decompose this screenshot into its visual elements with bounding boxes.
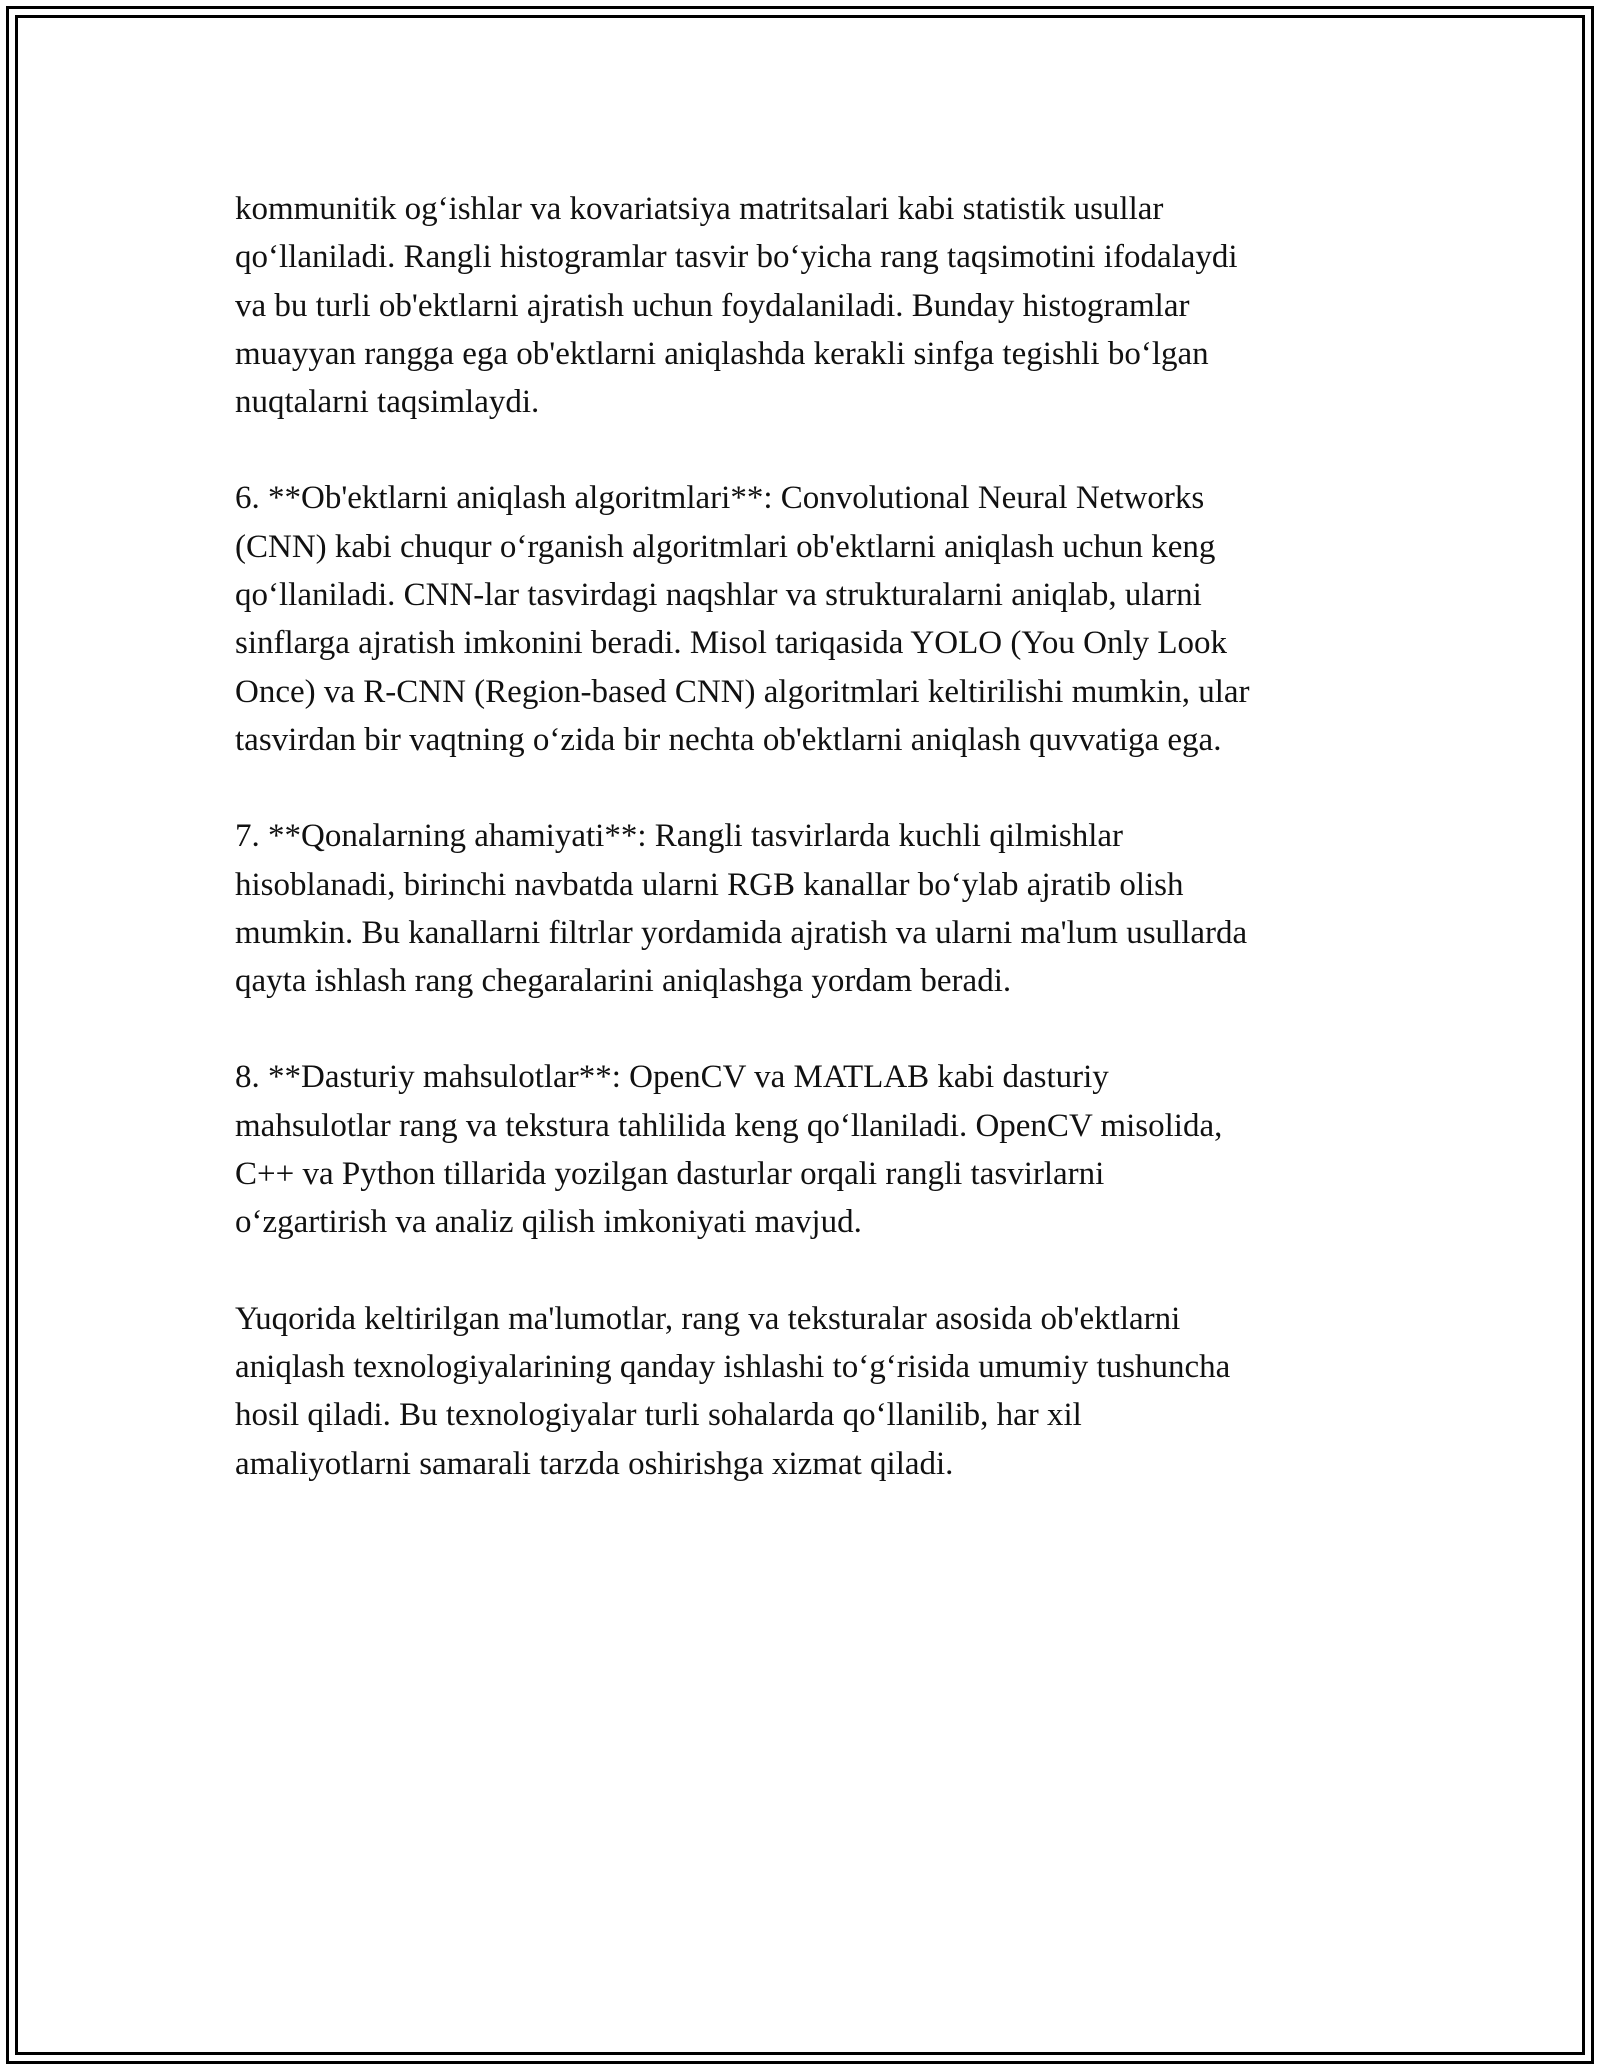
text-line: amaliyotlarni samarali tarzda oshirishga xizmat qiladi. [235, 1445, 954, 1482]
text-line: va bu turli ob'ektlarni ajratish uchun foydalaniladi. Bunday histogramlar [235, 287, 1190, 324]
text-line: mumkin. Bu kanallarni filtrlar yordamida ajratish va ularni ma'lum usullarda [235, 914, 1248, 951]
text-line: kommunitik og‘ishlar va kovariatsiya matritsalari kabi statistik usullar [235, 191, 1164, 227]
text-line: Once) va R-CNN (Region-based CNN) algoritmlari keltirilishi mumkin, ular [235, 673, 1250, 710]
text-line: 6. **Ob'ektlarni aniqlash algoritmlari**: Convolutional Neural Networks [235, 480, 1205, 517]
paragraph-item-8-software [235, 1053, 1370, 1246]
text-line: o‘zgartirish va analiz qilish imkoniyati mavjud. [235, 1204, 862, 1241]
text-line: 8. **Dasturiy mahsulotlar**: OpenCV va MATLAB kabi dasturiy [235, 1059, 1109, 1096]
text-line: 7. **Qonalarning ahamiyati**: Rangli tasvirlarda kuchli qilmishlar [235, 818, 1124, 855]
text-line: Yuqorida keltirilgan ma'lumotlar, rang va teksturalar asosida ob'ektlarni [235, 1300, 1181, 1337]
text-line: tasvirdan bir vaqtning o‘zida bir nechta ob'ektlarni aniqlash quvvatiga ega. [235, 721, 1222, 758]
paragraph-conclusion [235, 1295, 1370, 1488]
text-line: (CNN) kabi chuqur o‘rganish algoritmlari ob'ektlarni aniqlash uchun keng [235, 528, 1216, 565]
text-line: qo‘llaniladi. Rangli histogramlar tasvir bo‘yicha rang taqsimotini ifodalaydi [235, 239, 1238, 276]
text-line: hisoblanadi, birinchi navbatda ularni RGB kanallar bo‘ylab ajratib olish [235, 866, 1184, 903]
text-line: C++ va Python tillarida yozilgan dasturlar orqali rangli tasvirlarni [235, 1156, 1105, 1193]
text-line: mahsulotlar rang va tekstura tahlilida keng qo‘llaniladi. OpenCV misolida, [235, 1107, 1223, 1144]
paragraph-item-6-detection-algorithms [235, 474, 1370, 764]
text-line: sinflarga ajratish imkonini beradi. Misol tariqasida YOLO (You Only Look [235, 625, 1228, 662]
text-line: muayyan rangga ega ob'ektlarni aniqlashda kerakli sinfga tegishli bo‘lgan [235, 335, 1209, 372]
text-line: hosil qiladi. Bu texnologiyalar turli sohalarda qo‘llanilib, har xil [235, 1397, 1082, 1434]
paragraph-item-7-channels [235, 812, 1370, 1005]
text-line: aniqlash texnologiyalarining qanday ishlashi to‘g‘risida umumiy tushuncha [235, 1348, 1231, 1385]
text-line: qo‘llaniladi. CNN-lar tasvirdagi naqshlar va strukturalarni aniqlab, ularni [235, 577, 1202, 614]
text-line: qayta ishlash rang chegaralarini aniqlashga yordam beradi. [235, 963, 1012, 1000]
document-body [235, 185, 1370, 1536]
text-line: nuqtalarni taqsimlaydi. [235, 384, 540, 421]
paragraph-statistical-methods [235, 185, 1370, 426]
